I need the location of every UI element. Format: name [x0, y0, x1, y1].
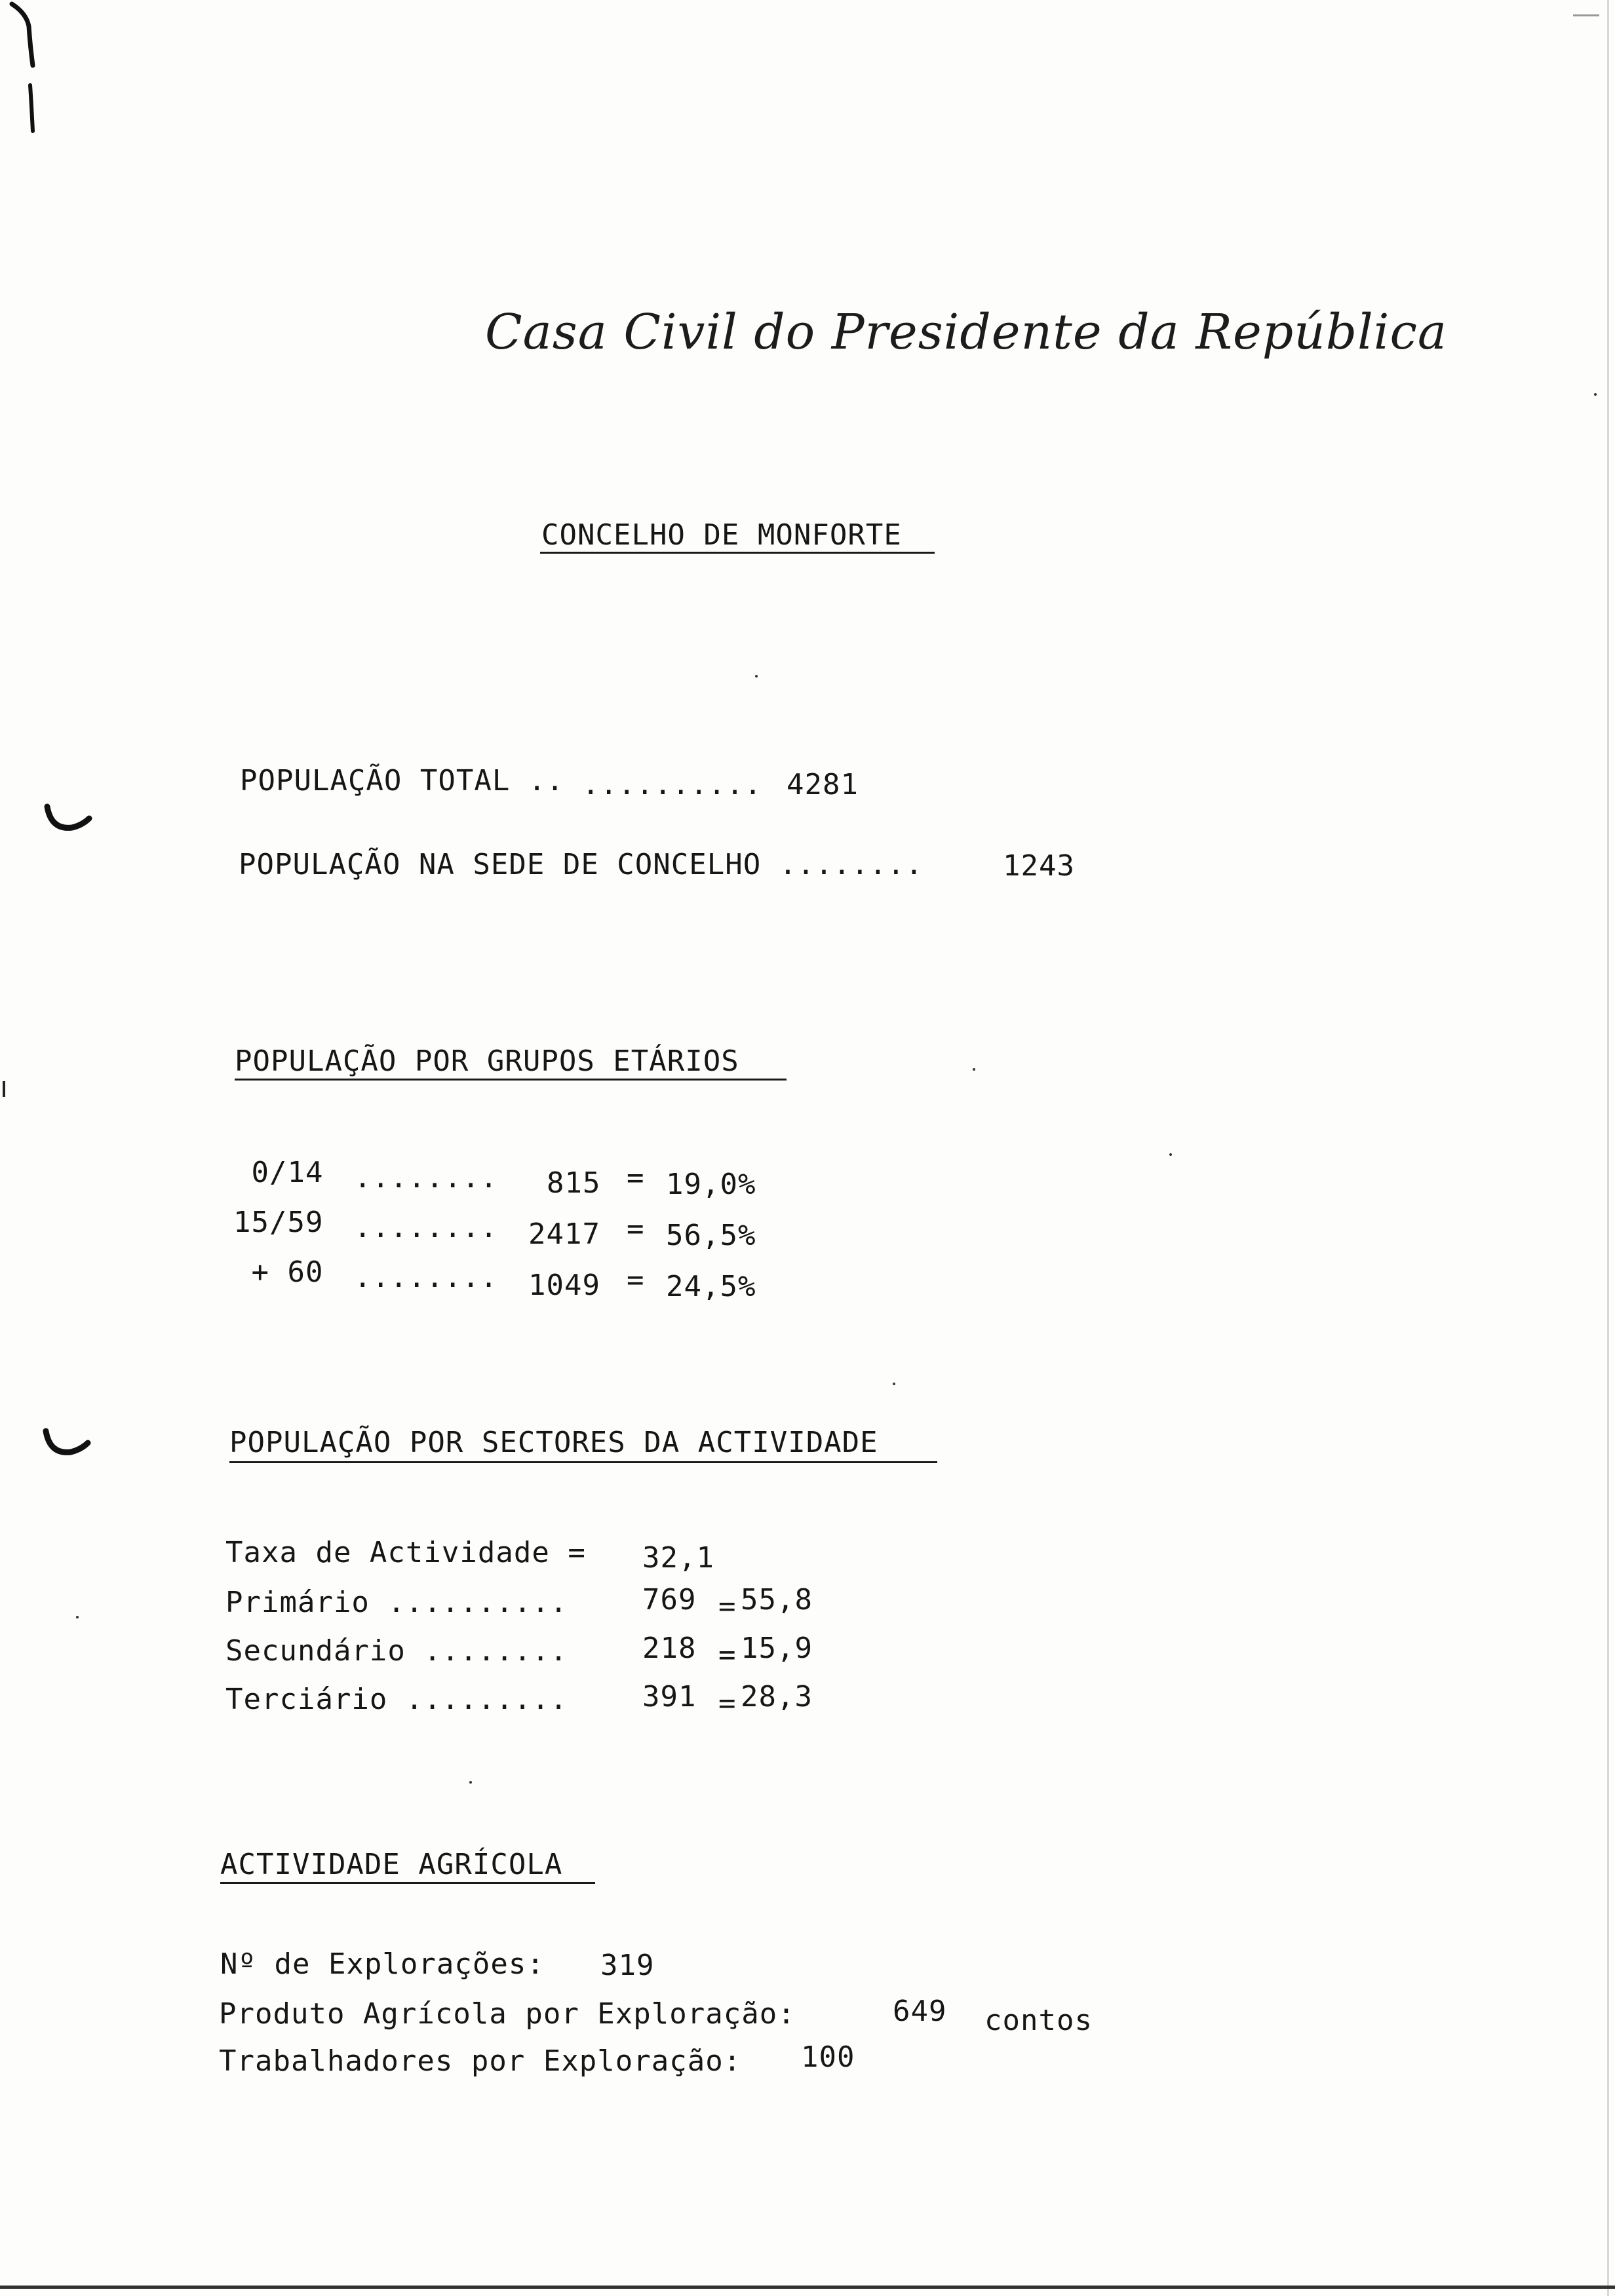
- sector-label: Terciário .........: [225, 1683, 568, 1716]
- age-group-equals: =: [627, 1263, 645, 1297]
- scan-speck: [1594, 393, 1597, 396]
- product-label: Produto Agrícola por Exploração:: [219, 1997, 796, 2031]
- product-value: 649: [893, 1995, 947, 2028]
- punch-hole-mark-icon: [42, 803, 94, 842]
- age-group-dots: ........: [354, 1261, 498, 1294]
- sector-percent: 28,3: [741, 1680, 813, 1713]
- scan-edge-mark: [3, 1081, 5, 1097]
- sector-value: 769: [642, 1583, 697, 1617]
- activity-rate-value: 32,1: [642, 1541, 714, 1575]
- sectors-heading-underline: [229, 1461, 937, 1463]
- sector-equals: =: [718, 1687, 737, 1720]
- binding-mark-icon: [7, 0, 46, 144]
- age-group-percent: 56,5%: [666, 1219, 756, 1252]
- scan-bottom-rule: [0, 2286, 1615, 2289]
- workers-value: 100: [801, 2040, 855, 2074]
- population-total-value: 4281: [787, 768, 859, 801]
- workers-label: Trabalhadores por Exploração:: [219, 2044, 742, 2078]
- sector-value: 391: [642, 1680, 697, 1713]
- age-group-dots: ........: [354, 1211, 498, 1244]
- age-group-label: 15/59: [233, 1206, 324, 1239]
- sector-value: 218: [642, 1632, 697, 1665]
- age-group-label: + 60: [233, 1255, 324, 1289]
- sector-label: Secundário ........: [225, 1634, 568, 1668]
- letterhead: Casa Civil do Presidente da República: [485, 304, 1448, 360]
- age-group-equals: =: [627, 1161, 645, 1195]
- population-total-label: POPULAÇÃO TOTAL ..: [240, 764, 564, 797]
- sector-equals: =: [718, 1638, 737, 1672]
- age-group-percent: 24,5%: [666, 1270, 756, 1303]
- page-title: CONCELHO DE MONFORTE: [541, 518, 902, 552]
- scan-speck: [76, 1616, 79, 1618]
- scan-speck: [973, 1068, 975, 1071]
- age-groups-heading: POPULAÇÃO POR GRUPOS ETÁRIOS: [235, 1044, 739, 1078]
- scan-right-edge: [1607, 0, 1609, 2296]
- scan-speck: [893, 1383, 895, 1385]
- population-seat-label: POPULAÇÃO NA SEDE DE CONCELHO ........: [239, 848, 924, 881]
- activity-rate-label: Taxa de Actividade =: [225, 1536, 586, 1569]
- scan-speck: [469, 1781, 472, 1784]
- scan-top-right-dashes: [1573, 14, 1599, 16]
- age-group-percent: 19,0%: [666, 1168, 756, 1201]
- explorations-value: 319: [600, 1949, 655, 1982]
- sector-percent: 15,9: [741, 1632, 813, 1665]
- explorations-label: Nº de Explorações:: [220, 1947, 545, 1981]
- age-group-value: 1049: [528, 1269, 600, 1302]
- sector-equals: =: [718, 1590, 737, 1623]
- age-group-label: 0/14: [233, 1156, 324, 1189]
- age-group-equals: =: [627, 1212, 645, 1246]
- sector-label: Primário ..........: [225, 1586, 568, 1619]
- age-groups-heading-underline: [235, 1079, 787, 1081]
- sector-percent: 55,8: [741, 1583, 813, 1617]
- punch-hole-mark-icon: [41, 1427, 93, 1466]
- sectors-heading: POPULAÇÃO POR SECTORES DA ACTIVIDADE: [229, 1426, 878, 1459]
- age-group-value: 2417: [528, 1217, 600, 1251]
- agriculture-heading: ACTIVIDADE AGRÍCOLA: [220, 1848, 563, 1881]
- scan-speck: [1169, 1153, 1172, 1156]
- scan-speck: [755, 675, 758, 678]
- age-group-dots: ........: [354, 1161, 498, 1195]
- population-total-dots: ..........: [582, 768, 762, 801]
- population-seat-value: 1243: [1003, 849, 1075, 883]
- agriculture-heading-underline: [220, 1882, 595, 1884]
- age-group-value: 815: [547, 1166, 601, 1200]
- title-underline: [540, 552, 935, 554]
- product-unit: contos: [984, 2004, 1093, 2037]
